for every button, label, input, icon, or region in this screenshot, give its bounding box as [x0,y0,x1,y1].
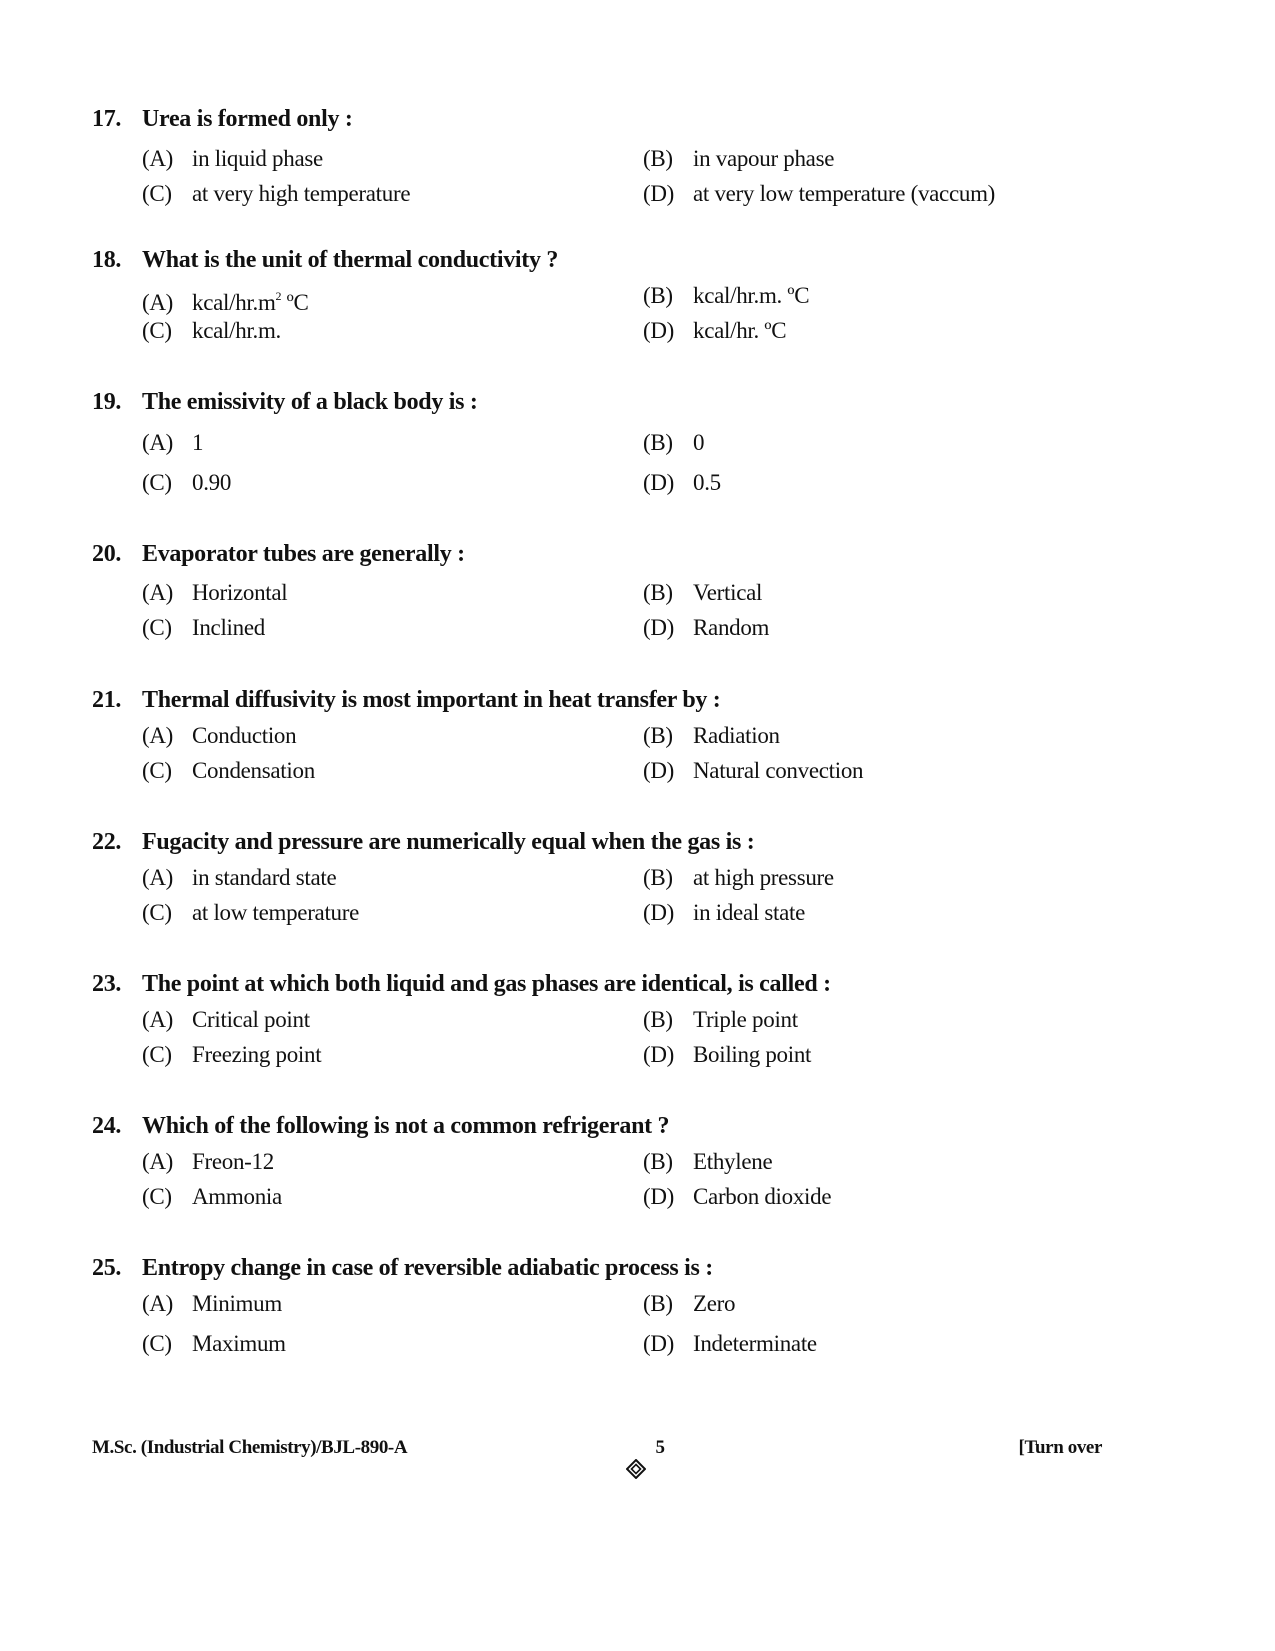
question-text: Urea is formed only : [142,106,353,132]
option-d: (D) in ideal state [643,900,806,925]
question-24 [92,1111,1092,1209]
question-22 [92,827,1092,925]
question-text: Thermal diffusivity is most important in heat transfer by : [142,687,721,713]
question-heading [92,104,1092,134]
turn-over-label: [Turn over [1018,1437,1102,1458]
option-c: (C) kcal/hr.m. [142,318,281,343]
option-d: (D) Carbon dioxide [643,1184,832,1209]
option-c: (C) Condensation [142,758,315,783]
question-number: 25. [92,1255,122,1281]
option-a: (A) Critical point [142,1007,310,1032]
option-a: (A) kcal/$hr.m^2$ ºC [142,289,309,315]
question-text: Which of the following is not a common refrigerant ? [142,1113,670,1139]
option-c: (C) Maximum [142,1331,286,1356]
question-heading [92,685,1092,715]
option-a: (A) in standard state [142,865,337,890]
option-c: (C) at very high temperature [142,181,411,206]
option-c: (C) Freezing point [142,1042,322,1067]
option-d: (D) Random [643,615,770,640]
option-d: (D) kcal/hr. ºC [643,318,787,343]
option-b: (B) 0 [643,430,705,455]
question-heading [92,969,1092,999]
option-c: (C) at low temperature [142,900,360,925]
page-footer [92,1433,1102,1463]
question-number: 23. [92,971,122,997]
question-heading [92,245,1092,275]
option-a: (A) Conduction [142,723,297,748]
question-heading [92,387,1092,417]
option-b: (B) Radiation [643,723,780,748]
option-b: (B) Ethylene [643,1149,773,1174]
question-18 [92,245,1092,343]
question-number: 24. [92,1113,122,1139]
option-d: (D) at very low temperature (vaccum) [643,181,996,206]
question-text: Fugacity and pressure are numerically equal when the gas is : [142,829,755,855]
option-c: (C) 0.90 [142,470,232,495]
question-heading [92,827,1092,857]
question-21 [92,685,1092,783]
option-a: (A) in liquid phase [142,146,323,171]
question-text: What is the unit of thermal conductivity ? [142,247,559,273]
question-17 [92,104,1092,206]
option-b: (B) Vertical [643,580,763,605]
option-d: (D) Indeterminate [643,1331,817,1356]
option-b: (B) Zero [643,1291,736,1316]
option-c: (C) Ammonia [142,1184,282,1209]
question-text: Evaporator tubes are generally : [142,541,465,567]
option-b: (B) Triple point [643,1007,798,1032]
option-b: (B) in vapour phase [643,146,835,171]
question-heading [92,1253,1092,1283]
question-text: The emissivity of a black body is : [142,389,478,415]
option-a: (A) Freon-12 [142,1149,274,1174]
question-number: 17. [92,106,122,132]
diamond-ornament-icon [626,1459,646,1479]
option-d: (D) Natural convection [643,758,864,783]
option-d: (D) 0.5 [643,470,721,495]
question-19 [92,387,1092,495]
question-25 [92,1253,1092,1356]
question-text: The point at which both liquid and gas phases are identical, is called : [142,971,831,997]
question-number: 22. [92,829,122,855]
question-text: Entropy change in case of reversible adiabatic process is : [142,1255,713,1281]
option-d: (D) Boiling point [643,1042,812,1067]
course-code: M.Sc. (Industrial Chemistry)/BJL-890-A [92,1437,408,1458]
question-23 [92,969,1092,1067]
option-a: (A) Horizontal [142,580,288,605]
option-a: (A) Minimum [142,1291,282,1316]
option-b: (B) kcal/hr.m. ºC [643,283,810,308]
question-number: 21. [92,687,122,713]
question-number: 20. [92,541,122,567]
option-c: (C) Inclined [142,615,265,640]
question-20 [92,539,1092,640]
question-heading [92,1111,1092,1141]
question-heading [92,539,1092,569]
option-a: (A) 1 [142,430,204,455]
question-number: 18. [92,247,122,273]
question-number: 19. [92,389,122,415]
option-b: (B) at high pressure [643,865,834,890]
page-number: 5 [655,1437,665,1458]
